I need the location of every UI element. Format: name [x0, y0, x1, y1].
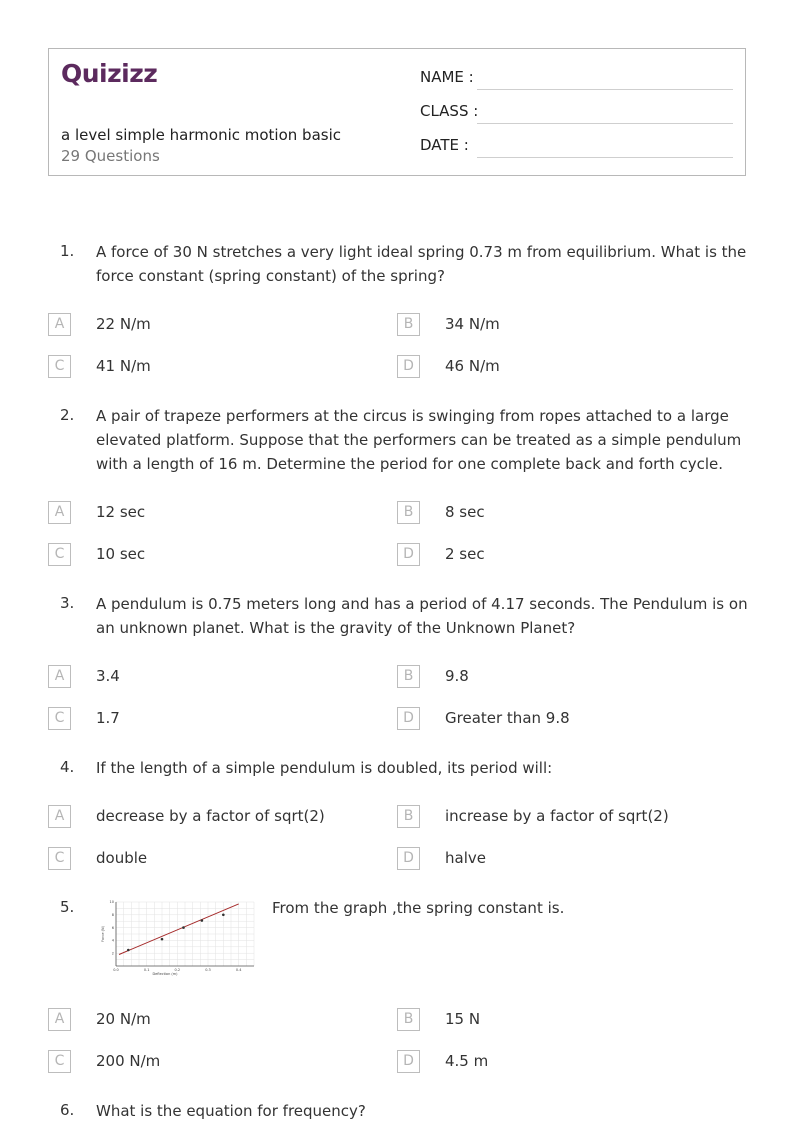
option-text: decrease by a factor of sqrt(2) — [96, 807, 325, 825]
option-letter-box[interactable]: C — [48, 355, 71, 378]
option-letter-box[interactable]: D — [397, 1050, 420, 1073]
option-letter-box[interactable]: C — [48, 707, 71, 730]
x-axis-label: Deflection (m) — [152, 972, 178, 976]
data-point — [127, 949, 130, 952]
question-number: 5. — [60, 898, 75, 916]
option-letter-box[interactable]: C — [48, 1050, 71, 1073]
x-tick-label: 0.2 — [174, 968, 181, 972]
option-text: 9.8 — [445, 667, 469, 685]
data-point — [222, 914, 225, 917]
y-tick-label: 8 — [111, 913, 114, 917]
question-count: 29 Questions — [61, 147, 160, 165]
data-point — [201, 919, 204, 922]
option-letter-box[interactable]: B — [397, 805, 420, 828]
option-text: increase by a factor of sqrt(2) — [445, 807, 669, 825]
option-letter-box[interactable]: A — [48, 501, 71, 524]
date-label: DATE : — [420, 136, 469, 154]
question-number: 6. — [60, 1101, 75, 1119]
option-text: 1.7 — [96, 709, 120, 727]
option-text: 41 N/m — [96, 357, 151, 375]
option-letter-box[interactable]: D — [397, 543, 420, 566]
data-point — [182, 926, 185, 929]
option-letter-box[interactable]: B — [397, 1008, 420, 1031]
y-axis-label: Force (N) — [101, 926, 105, 942]
question-text: A pair of trapeze performers at the circus is swinging from ropes attached to a large elevated platform. Suppose that the performers can be treated as a simple pendulum with a length of 16 m. Determine the period for one complete back and forth cycle. — [96, 407, 742, 473]
y-tick-label: 10 — [109, 900, 114, 905]
option-letter-box[interactable]: A — [48, 805, 71, 828]
option-letter-box[interactable]: C — [48, 543, 71, 566]
question-text: If the length of a simple pendulum is doubled, its period will: — [96, 759, 553, 777]
worksheet-header — [48, 48, 746, 176]
option-text: 15 N — [445, 1010, 481, 1028]
question-text: From the graph ,the spring constant is. — [272, 899, 565, 917]
name-field[interactable] — [477, 89, 733, 90]
option-letter-box[interactable]: A — [48, 665, 71, 688]
option-letter-box[interactable]: A — [48, 313, 71, 336]
option-text: 4.5 m — [445, 1052, 489, 1070]
option-text: 12 sec — [96, 503, 146, 521]
option-text: 46 N/m — [445, 357, 500, 375]
option-letter-box[interactable]: B — [397, 313, 420, 336]
question-text: What is the equation for frequency? — [96, 1102, 366, 1120]
x-tick-label: 0.1 — [143, 968, 150, 972]
class-field[interactable] — [477, 123, 733, 124]
option-text: 10 sec — [96, 545, 146, 563]
option-letter-box[interactable]: A — [48, 1008, 71, 1031]
option-text: 20 N/m — [96, 1010, 151, 1028]
quizizz-logo: Quizizz — [61, 59, 158, 88]
question-number: 2. — [60, 406, 75, 424]
class-label: CLASS : — [420, 102, 479, 120]
option-text: 8 sec — [445, 503, 485, 521]
option-text: double — [96, 849, 148, 867]
option-text: 34 N/m — [445, 315, 500, 333]
option-letter-box[interactable]: D — [397, 707, 420, 730]
y-tick-label: 4 — [111, 938, 114, 943]
x-tick-label: 0.0 — [113, 968, 119, 972]
option-letter-box[interactable]: B — [397, 665, 420, 688]
question-text: A force of 30 N stretches a very light ideal spring 0.73 m from equilibrium. What is the force constant (spring constant) of the spring? — [96, 243, 747, 285]
y-tick-label: 2 — [111, 951, 114, 956]
option-letter-box[interactable]: C — [48, 847, 71, 870]
option-text: 2 sec — [445, 545, 485, 563]
option-text: 22 N/m — [96, 315, 151, 333]
option-text: 3.4 — [96, 667, 120, 685]
x-tick-label: 0.3 — [205, 968, 211, 972]
option-text: 200 N/m — [96, 1052, 161, 1070]
name-label: NAME : — [420, 68, 474, 86]
option-text: Greater than 9.8 — [445, 709, 570, 727]
data-point — [161, 938, 164, 941]
question-text: A pendulum is 0.75 meters long and has a period of 4.17 seconds. The Pendulum is on an unknown planet. What is the gravity of the Unknown Planet? — [96, 595, 748, 637]
option-letter-box[interactable]: B — [397, 501, 420, 524]
force-deflection-graph — [100, 896, 260, 980]
question-number: 3. — [60, 594, 75, 612]
question-number: 1. — [60, 242, 75, 260]
date-field[interactable] — [477, 157, 733, 158]
option-letter-box[interactable]: D — [397, 355, 420, 378]
option-text: halve — [445, 849, 486, 867]
y-tick-label: 6 — [111, 925, 114, 930]
x-tick-label: 0.4 — [235, 968, 242, 972]
option-letter-box[interactable]: D — [397, 847, 420, 870]
question-number: 4. — [60, 758, 75, 776]
worksheet-title: a level simple harmonic motion basic — [61, 126, 341, 144]
